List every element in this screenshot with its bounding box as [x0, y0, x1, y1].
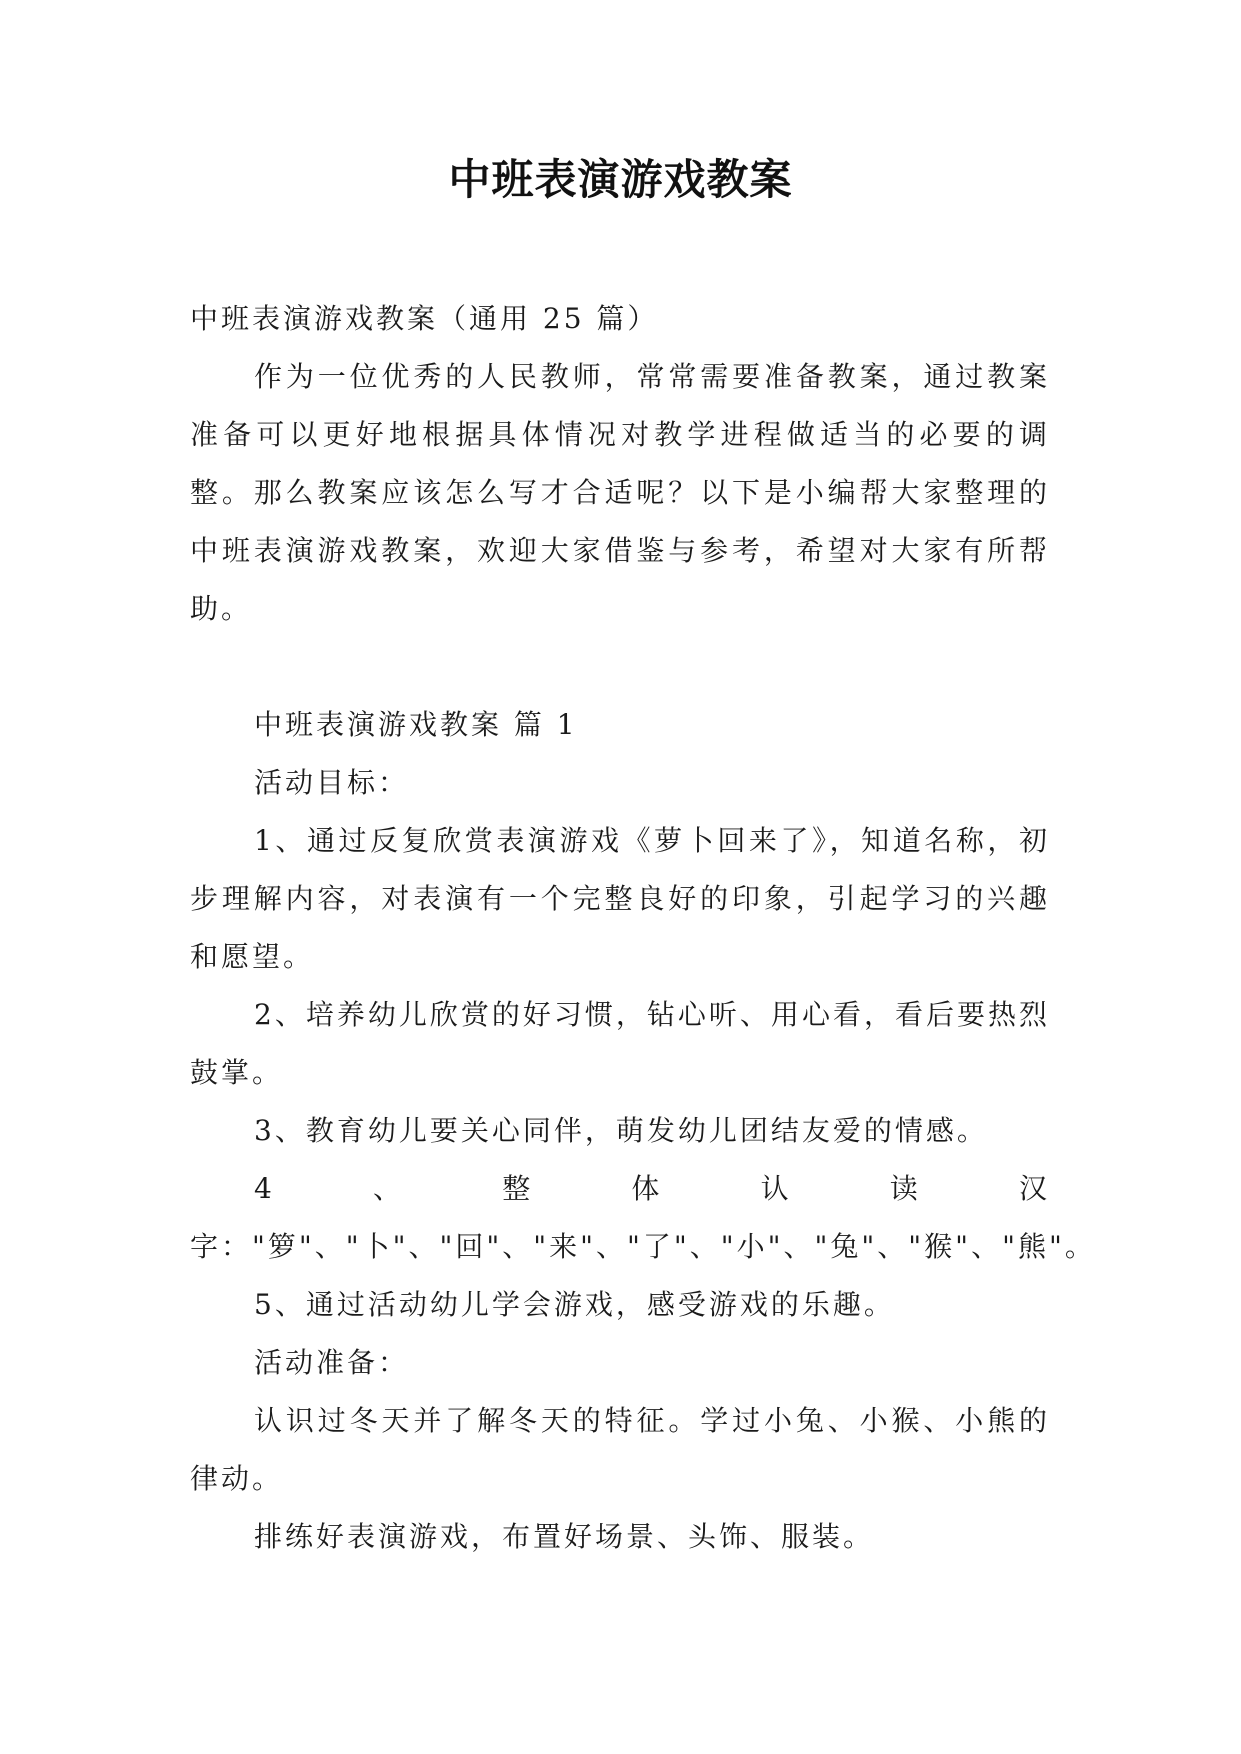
- intro-paragraph: 作为一位优秀的人民教师，常常需要准备教案，通过教案准备可以更好地根据具体情况对教学进程做适当的必要的调整。那么教案应该怎么写才合适呢？以下是小编帮大家整理的中班表演游戏教案，欢迎大家借鉴与参考，希望对大家有所帮助。: [190, 360, 1050, 625]
- document-title: 中班表演游戏教案: [448, 155, 793, 204]
- prep-item-2: 排练好表演游戏，布置好场景、头饰、服装。: [254, 1520, 875, 1553]
- spacer: [190, 638, 1050, 696]
- document-subtitle: 中班表演游戏教案（通用 25 篇）: [190, 302, 659, 335]
- section-heading: 中班表演游戏教案 篇 1: [254, 708, 578, 741]
- goals-heading: 活动目标：: [254, 766, 410, 799]
- goal-item-4: 4、整体认读汉字："箩"、"卜"、"回"、"来"、"了"、"小"、"兔"、"猴"、"熊"。: [190, 1172, 1096, 1263]
- goal-item-1: 1、通过反复欣赏表演游戏《萝卜回来了》，知道名称，初步理解内容，对表演有一个完整良好的印象，引起学习的兴趣和愿望。: [190, 824, 1050, 973]
- prep-heading: 活动准备：: [254, 1346, 410, 1379]
- goal-item-2: 2、培养幼儿欣赏的好习惯，钻心听、用心看，看后要热烈鼓掌。: [190, 998, 1050, 1089]
- prep-item-1: 认识过冬天并了解冬天的特征。学过小兔、小猴、小熊的律动。: [190, 1404, 1050, 1495]
- goal-item-3: 3、教育幼儿要关心同伴，萌发幼儿团结友爱的情感。: [254, 1114, 988, 1147]
- goal-item-5: 5、通过活动幼儿学会游戏，感受游戏的乐趣。: [254, 1288, 895, 1321]
- document-body: [190, 290, 1096, 1566]
